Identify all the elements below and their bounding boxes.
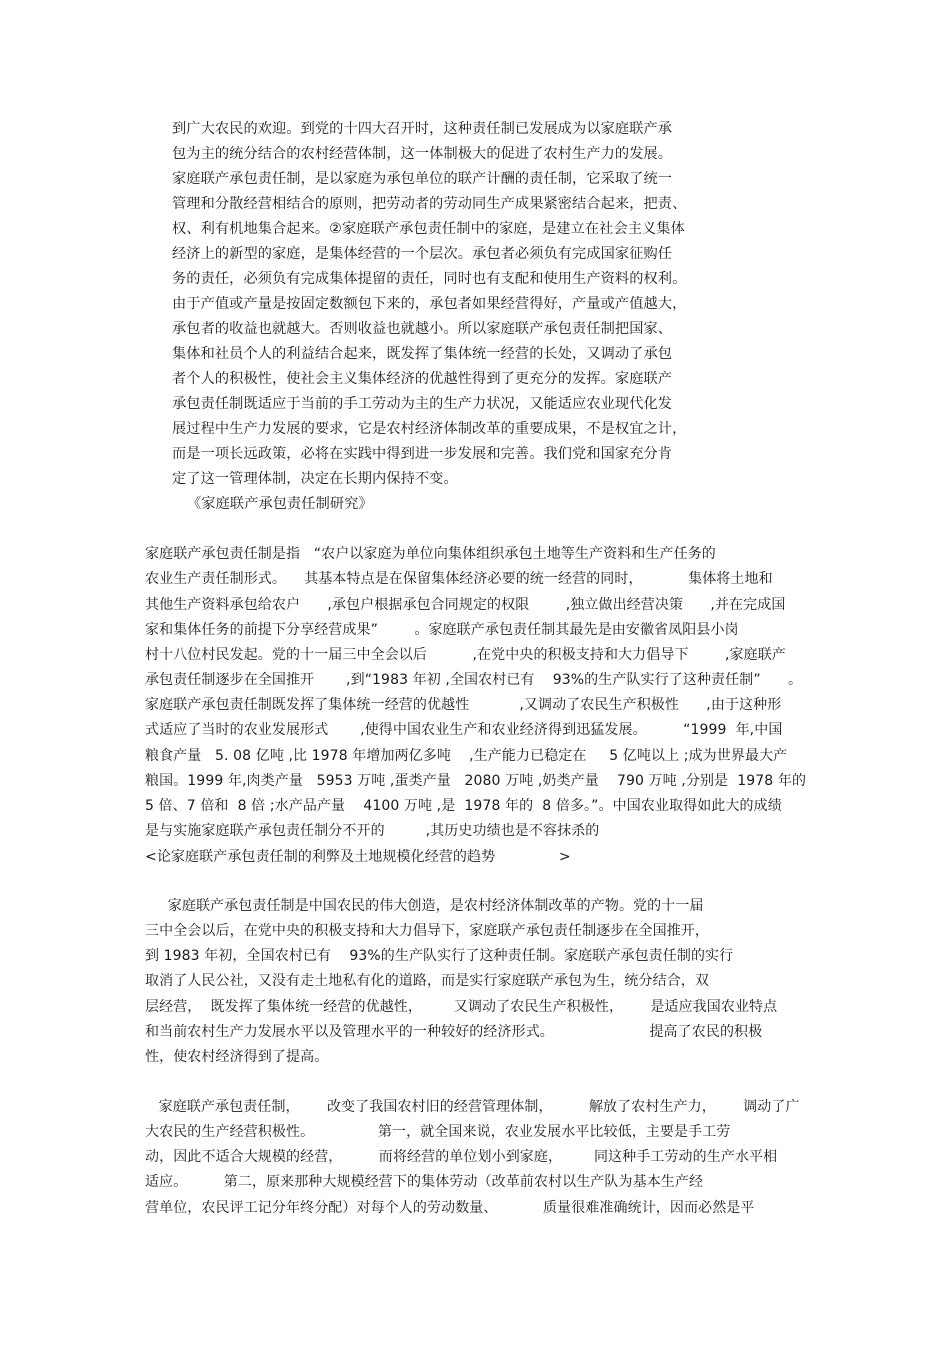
paragraph-line: 营单位，农民评工记分年终分配）对每个人的劳动数量、 质量很难准确统计，因而必然是平 xyxy=(145,1200,755,1216)
paragraph-line: 适应。 第二，原来那种大规模经营下的集体劳动（改革前农村以生产队为基本生产经 xyxy=(145,1174,704,1190)
paragraph-line: 承包者的收益也就越大。否则收益也就越小。所以家庭联产承包责任制把国家、 xyxy=(172,321,673,337)
paragraph-line: 管理和分散经营相结合的原则，把劳动者的劳动同生产成果紧密结合起来，把责、 xyxy=(172,196,687,212)
paragraph-line: 性，使农村经济得到了提高。 xyxy=(145,1049,329,1065)
paragraph-line: 大农民的生产经营积极性。 第一，就全国来说，农业发展水平比较低，主要是手工劳 xyxy=(145,1124,731,1140)
paragraph-line: 到广大农民的欢迎。到党的十四大召开时，这种责任制已发展成为以家庭联产承 xyxy=(172,121,673,137)
paragraph-line: 到 1983 年初，全国农村已有 93%的生产队实行了这种责任制。家庭联产承包责任制的实行 xyxy=(145,948,734,964)
paragraph-line: 定了这一管理体制，决定在长期内保持不变。 xyxy=(172,471,458,487)
paragraph-line: 由于产值或产量是按固定数额包下来的，承包者如果经营得好，产量或产值越大， xyxy=(172,296,687,312)
paragraph-line: 层经营， 既发挥了集体统一经营的优越性， 又调动了农民生产积极性， 是适应我国农业特点 xyxy=(145,999,778,1015)
paragraph-line: 和当前农村生产力发展水平以及管理水平的一种较好的经济形式。 提高了农民的积极 xyxy=(145,1024,763,1040)
paragraph-line: 家和集体任务的前提下分享经营成果” 。家庭联产承包责任制其最先是由安徽省凤阳县小岗 xyxy=(145,622,739,638)
paragraph-line: 家庭联产承包责任制既发挥了集体统一经营的优越性 ,又调动了农民生产积极性 ,由于这种形 xyxy=(145,697,782,713)
paragraph-line: 家庭联产承包责任制， 改变了我国农村旧的经营管理体制， 解放了农村生产力， 调动了广 xyxy=(145,1099,800,1115)
paragraph-line: 5 倍、7 倍和 8 倍 ;水产品产量 4100 万吨 ,是 1978 年的 8 倍多。”。中国农业取得如此大的成绩 xyxy=(145,798,782,814)
paragraph-line: 式适应了当时的农业发展形式 ,使得中国农业生产和农业经济得到迅猛发展。 “1999 年,中国 xyxy=(145,722,783,738)
source-citation: 《家庭联产承包责任制研究》 xyxy=(187,496,373,512)
paragraph-line: 村十八位村民发起。党的十一届三中全会以后 ,在党中央的积极支持和大力倡导下 ,家庭联产 xyxy=(145,647,786,663)
paragraph-line: 而是一项长远政策，必将在实践中得到进一步发展和完善。我们党和国家充分肯 xyxy=(172,446,673,462)
paragraph-line: 包为主的统分结合的农村经营体制，这一体制极大的促进了农村生产力的发展。 xyxy=(172,146,673,162)
paragraph-line: 家庭联产承包责任制是中国农民的伟大创造，是农村经济体制改革的产物。党的十一届 xyxy=(145,898,704,914)
paragraph-line: 动，因此不适合大规模的经营， 而将经营的单位划小到家庭， 同这种手工劳动的生产水平相 xyxy=(145,1149,778,1165)
paragraph-line: 家庭联产承包责任制是指 “农户以家庭为单位向集体组织承包土地等生产资料和生产任务的 xyxy=(145,546,716,562)
paragraph-line: 其他生产资料承包给农户 ,承包户根据承包合同规定的权限 ,独立做出经营决策 ,并在完成国 xyxy=(145,597,786,613)
paragraph-line: 是与实施家庭联产承包责任制分不开的 ,其历史功绩也是不容抹杀的 xyxy=(145,823,600,839)
paragraph-line: 集体和社员个人的利益结合起来，既发挥了集体统一经营的长处，又调动了承包 xyxy=(172,346,673,362)
source-citation: <论家庭联产承包责任制的利弊及土地规模化经营的趋势 > xyxy=(145,849,571,865)
paragraph-line: 三中全会以后，在党中央的积极支持和大力倡导下，家庭联产承包责任制逐步在全国推开， xyxy=(145,923,709,939)
paragraph-line: 粮食产量 5. 08 亿吨 ,比 1978 年增加两亿多吨 ,生产能力已稳定在 5 亿吨以上 ;成为世界最大产 xyxy=(145,748,788,764)
paragraph-line: 展过程中生产力发展的要求，它是农村经济体制改革的重要成果，不是权宜之计， xyxy=(172,421,687,437)
paragraph-line: 粮国。1999 年,肉类产量 5953 万吨 ,蛋类产量 2080 万吨 ,奶类产量 790 万吨 ,分别是 1978 年的 xyxy=(145,773,807,789)
paragraph-line: 务的责任，必须负有完成集体提留的责任，同时也有支配和使用生产资料的权利。 xyxy=(172,271,687,287)
paragraph-line: 家庭联产承包责任制，是以家庭为承包单位的联产计酬的责任制，它采取了统一 xyxy=(172,171,673,187)
paragraph-line: 取消了人民公社，又没有走土地私有化的道路，而是实行家庭联产承包为生，统分结合，双 xyxy=(145,973,709,989)
paragraph-line: 承包责任制既适应于当前的手工劳动为主的生产力状况，又能适应农业现代化发 xyxy=(172,396,673,412)
paragraph-line: 经济上的新型的家庭，是集体经营的一个层次。承包者必须负有完成国家征购任 xyxy=(172,246,673,262)
paragraph-line: 承包责任制逐步在全国推开 ,到“1983 年初 ,全国农村已有 93%的生产队实行了这种责任制” 。 xyxy=(145,672,803,688)
paragraph-line: 权、利有机地集合起来。②家庭联产承包责任制中的家庭，是建立在社会主义集体 xyxy=(172,221,685,237)
paragraph-line: 者个人的积极性，使社会主义集体经济的优越性得到了更充分的发挥。家庭联产 xyxy=(172,371,673,387)
paragraph-line: 农业生产责任制形式。 其基本特点是在保留集体经济必要的统一经营的同时， 集体将土地和 xyxy=(145,571,773,587)
